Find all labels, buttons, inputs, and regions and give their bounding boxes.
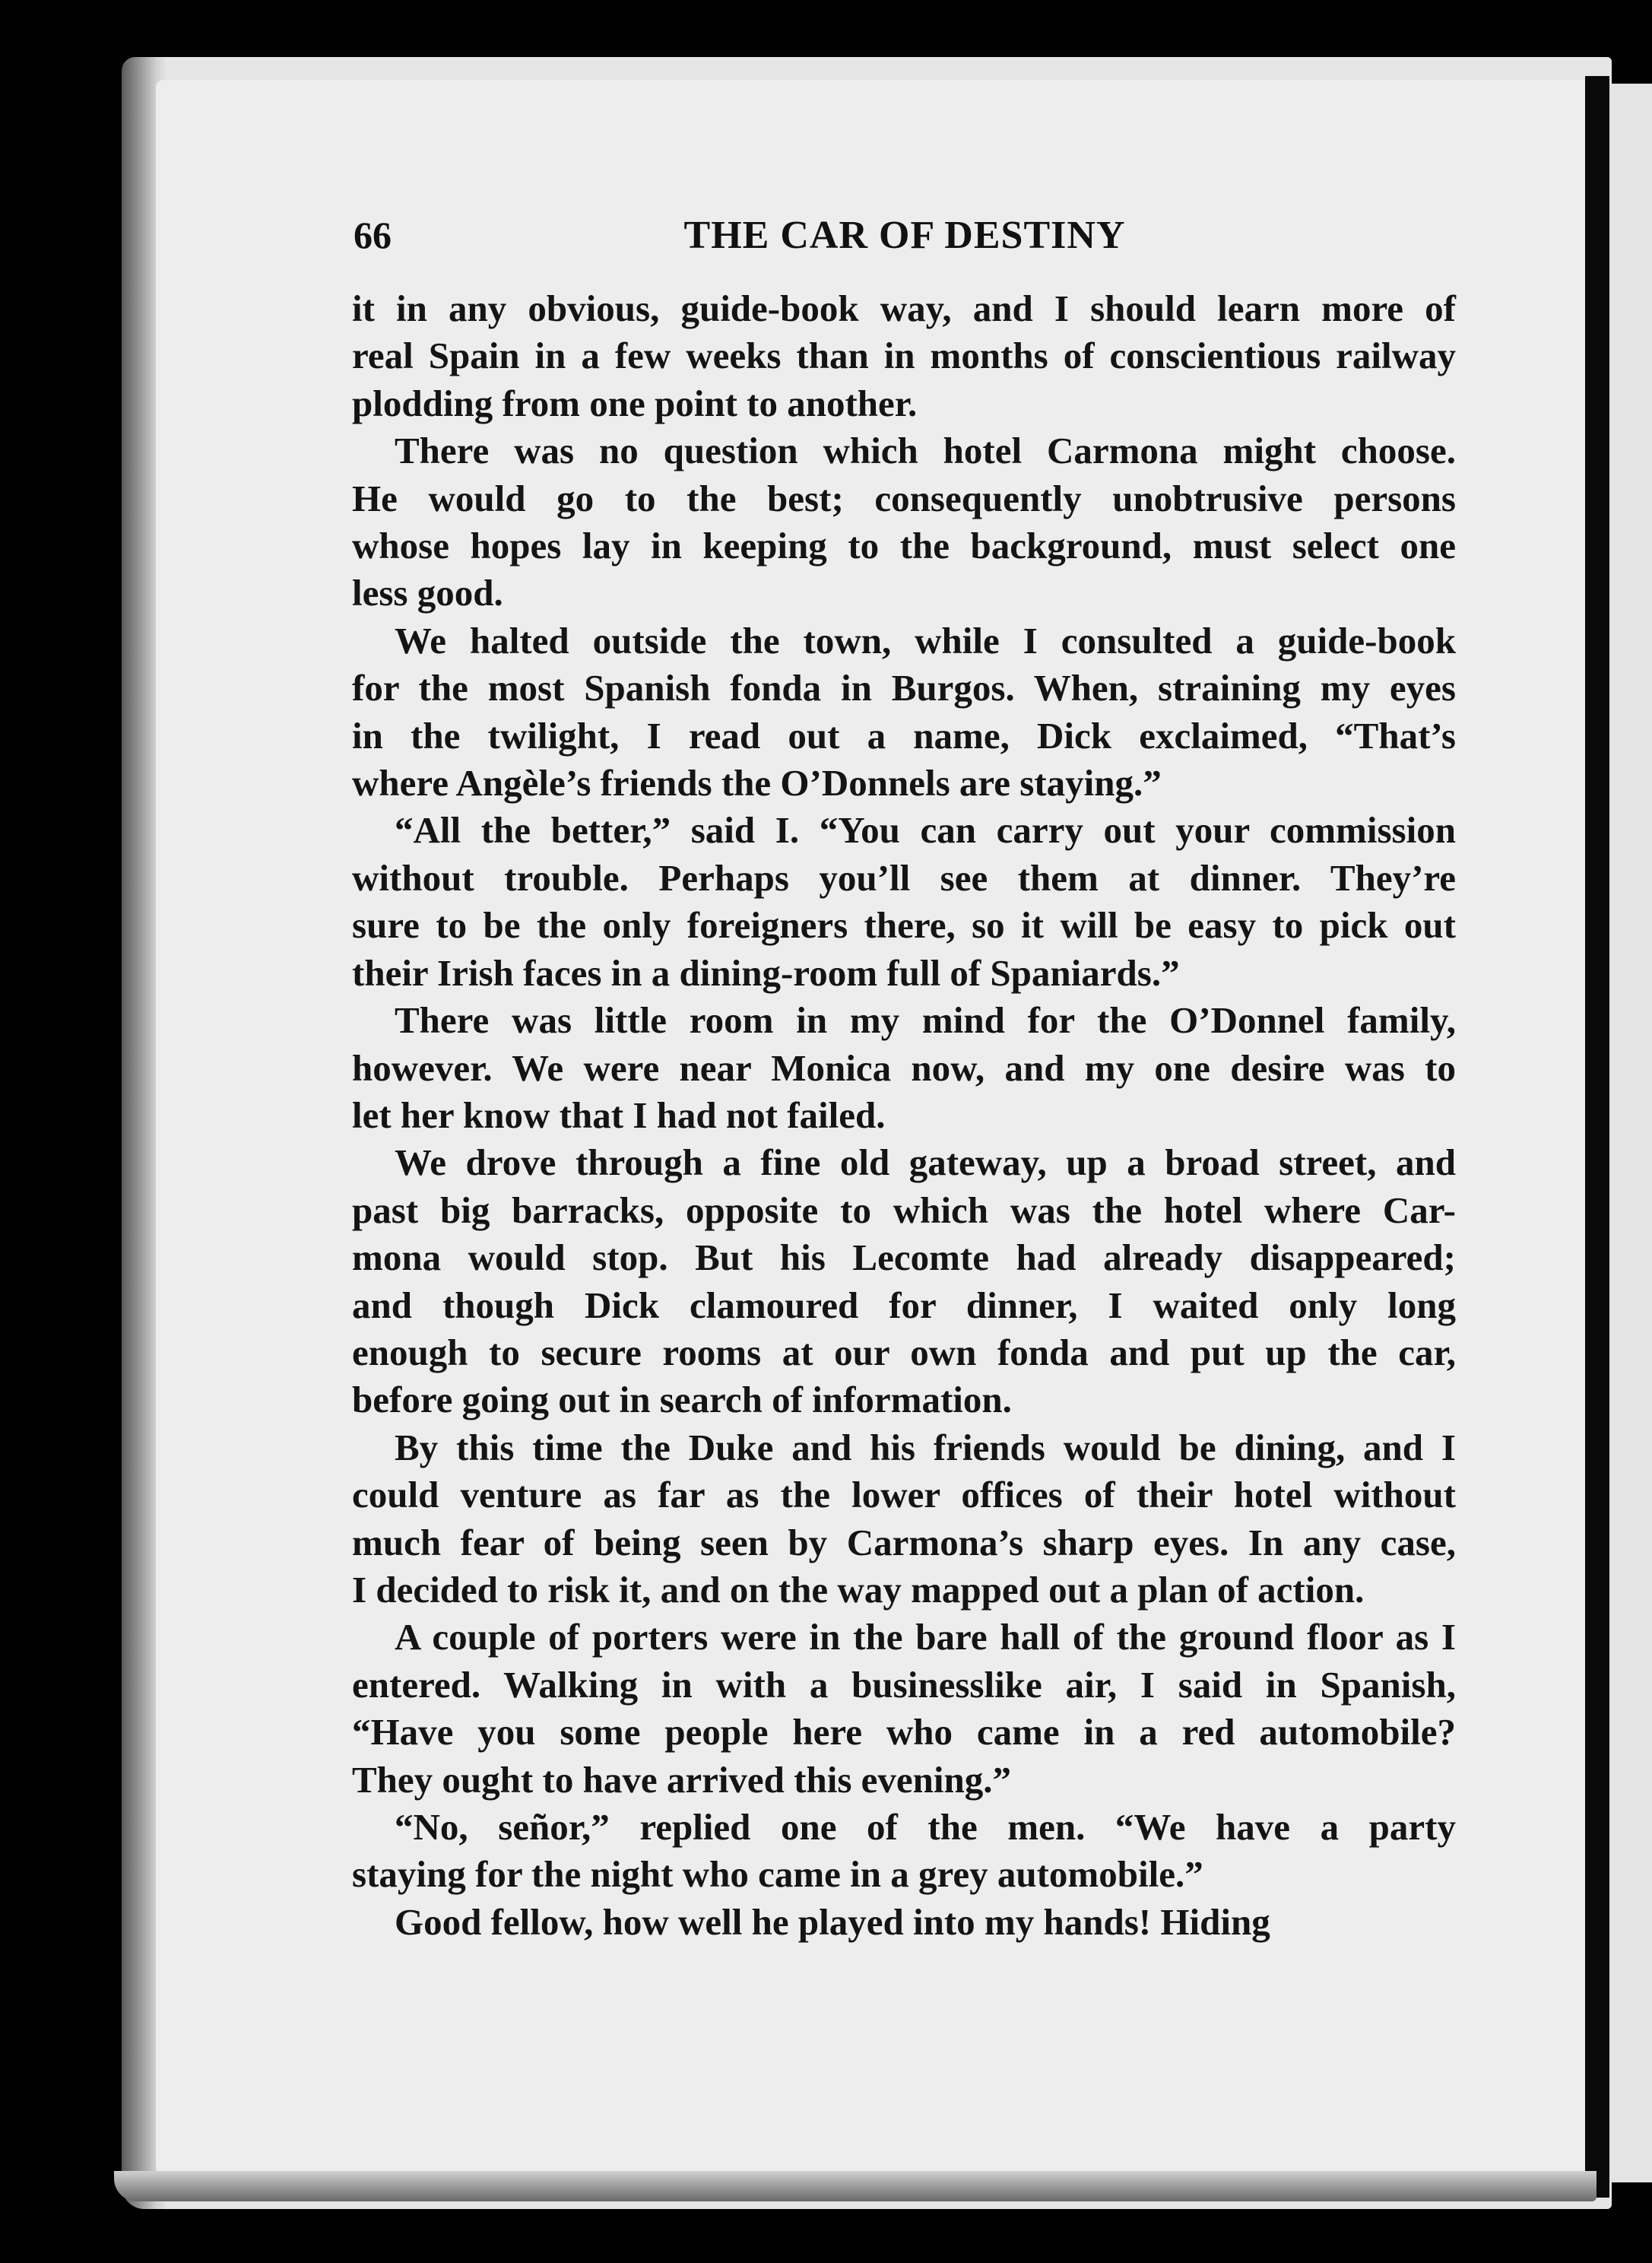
text-line: real Spain in a few weeks than in months of conscientious railway (352, 335, 1456, 377)
body-text (352, 285, 1456, 1946)
text-line: it in any obvious, guide-book way, and I should learn more of (352, 287, 1456, 329)
text-line: however. We were near Monica now, and my one desire was to (352, 1046, 1456, 1089)
text-line: There was no question which hotel Carmona might choose. (395, 430, 1456, 472)
paragraph (352, 807, 1456, 997)
paragraph (352, 617, 1456, 808)
text-line: where Angèle’s friends the O’Donnels are staying.” (352, 762, 1162, 805)
page-bottom-edge (114, 2171, 1597, 2201)
text-line: less good. (352, 572, 503, 614)
text-line: their Irish faces in a dining-room full of Spaniards.” (352, 951, 1180, 994)
paragraph (352, 1614, 1456, 1804)
text-line: without trouble. Perhaps you’ll see them at dinner. They’re (352, 856, 1456, 899)
text-line: By this time the Duke and his friends would be dining, and I (395, 1426, 1456, 1468)
text-line: I decided to risk it, and on the way mapped out a plan of action. (352, 1568, 1365, 1611)
paragraph (352, 997, 1456, 1139)
text-line: and though Dick clamoured for dinner, I waited only long (352, 1284, 1456, 1326)
paragraph (352, 1899, 1456, 1946)
text-line: A couple of porters were in the bare hall of the ground floor as I (395, 1616, 1456, 1658)
text-line: enough to secure rooms at our own fonda and put up the car, (352, 1331, 1456, 1373)
text-line: past big barracks, opposite to which was the hotel where Car- (352, 1189, 1456, 1231)
text-line: could venture as far as the lower offices of their hotel without (352, 1474, 1456, 1516)
text-line: let her know that I had not failed. (352, 1093, 886, 1136)
text-line: plodding from one point to another. (352, 382, 918, 424)
paragraph (352, 1804, 1456, 1899)
text-line: Good fellow, how well he played into my hands! Hiding (395, 1900, 1270, 1943)
text-line: sure to be the only foreigners there, so it will be easy to pick out (352, 904, 1456, 947)
text-line: They ought to have arrived this evening.” (352, 1758, 1012, 1801)
text-line: for the most Spanish fonda in Burgos. When, straining my eyes (352, 667, 1456, 709)
text-line: “No, señor,” replied one of the men. “We have a party (395, 1806, 1456, 1848)
text-line: whose hopes lay in keeping to the background, must select one (352, 525, 1456, 567)
text-line: entered. Walking in with a businesslike air, I said in Spanish, (352, 1663, 1456, 1706)
text-line: “All the better,” said I. “You can carry out your commission (395, 809, 1456, 852)
text-line: We halted outside the town, while I consulted a guide-book (395, 619, 1456, 662)
text-line: mona would stop. But his Lecomte had already disappeared; (352, 1236, 1456, 1279)
text-line: before going out in search of information. (352, 1379, 1012, 1421)
facing-page-edge (1609, 84, 1652, 2182)
text-line: in the twilight, I read out a name, Dick exclaimed, “That’s (352, 714, 1456, 757)
paragraph (352, 1424, 1456, 1614)
binding-gap (1585, 76, 1609, 2198)
text-line: We drove through a fine old gateway, up a broad street, and (395, 1141, 1456, 1184)
paragraph (352, 427, 1456, 617)
running-title: THE CAR OF DESTINY (683, 214, 1126, 257)
text-line: staying for the night who came in a grey automobile.” (352, 1853, 1203, 1896)
paragraph (352, 1139, 1456, 1424)
text-line: “Have you some people here who came in a red automobile? (352, 1711, 1456, 1754)
running-header (354, 213, 1456, 274)
text-line: He would go to the best; consequently unobtrusive persons (352, 477, 1456, 519)
page-number: 66 (354, 214, 392, 256)
text-line: much fear of being seen by Carmona’s sharp eyes. In any case, (352, 1521, 1456, 1563)
paragraph (352, 285, 1456, 427)
text-line: There was little room in my mind for the O’Donnel family, (395, 999, 1456, 1042)
